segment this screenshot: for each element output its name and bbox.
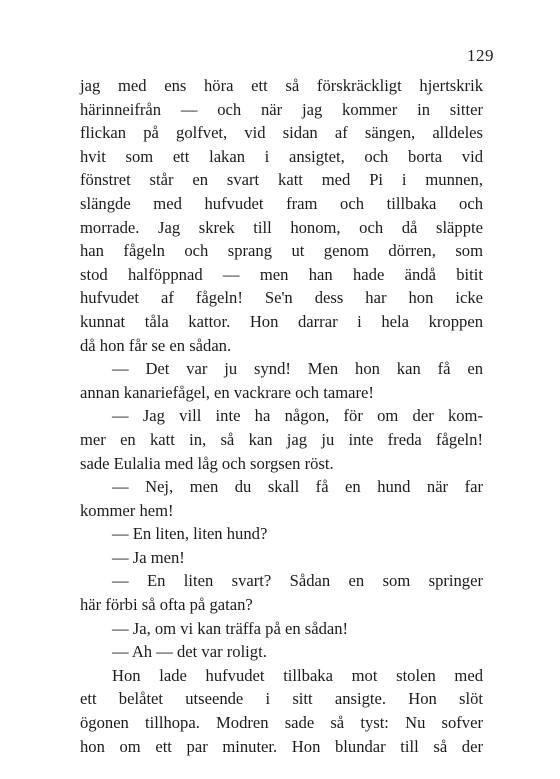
text-line: kommer hem! (80, 500, 174, 520)
text-line: sade Eulalia med låg och sorgsen röst. (80, 453, 334, 473)
text-line: Hon lade hufvudet tillbaka mot stolen med (112, 665, 483, 685)
text-line: då hon får se en sådan. (80, 335, 232, 355)
text-line: — Jag vill inte ha någon, för om der kom- (112, 406, 483, 426)
text-line: — Det var ju synd! Men hon kan få en (112, 359, 483, 379)
text-line: morrade. Jag skrek till honom, och då släppte (80, 217, 483, 237)
text-line: ögonen tillhopa. Modren sade så tyst: Nu sofver (80, 713, 483, 733)
text-line: — En liten svart? Sådan en som springer (112, 571, 483, 591)
text-line: kunnat tåla kattor. Hon darrar i hela kroppen (80, 311, 483, 331)
text-line: här förbi så ofta på gatan? (80, 595, 253, 615)
text-line: härinneifrån — och när jag kommer in sitter (80, 99, 483, 119)
text-line: — Nej, men du skall få en hund när far (112, 477, 483, 497)
text-line: mer en katt in, så kan jag ju inte freda fågeln! (80, 429, 483, 449)
text-line: — Ah — det var roligt. (112, 642, 267, 662)
text-line: — En liten, liten hund? (112, 524, 268, 544)
text-line: fönstret står en svart katt med Pi i munnen, (80, 170, 483, 190)
text-line: han fågeln och sprang ut genom dörren, som (80, 241, 483, 261)
text-line: ett belåtet utseende i sitt ansigte. Hon slöt (80, 689, 483, 709)
text-line: — Ja men! (112, 547, 185, 567)
text-line: hon om ett par minuter. Hon blundar till så der (80, 736, 483, 756)
text-line: — Ja, om vi kan träffa på en sådan! (112, 618, 349, 638)
page-number: 129 (467, 46, 494, 65)
text-line: flickan på golfvet, vid sidan af sängen, alldeles (80, 123, 483, 143)
text-line: annan kanariefågel, en vackrare och tamare! (80, 382, 374, 402)
text-line: stod halföppnad — men han hade ändå bitit (80, 264, 483, 284)
body-text (80, 74, 483, 758)
text-line: jag med ens höra ett så förskräckligt hjertskrik (80, 76, 483, 95)
text-line: hvit som ett lakan i ansigtet, och borta vid (80, 146, 483, 166)
text-line: slängde med hufvudet fram och tillbaka och (80, 193, 483, 213)
text-line: hufvudet af fågeln! Se'n dess har hon icke (80, 288, 483, 308)
